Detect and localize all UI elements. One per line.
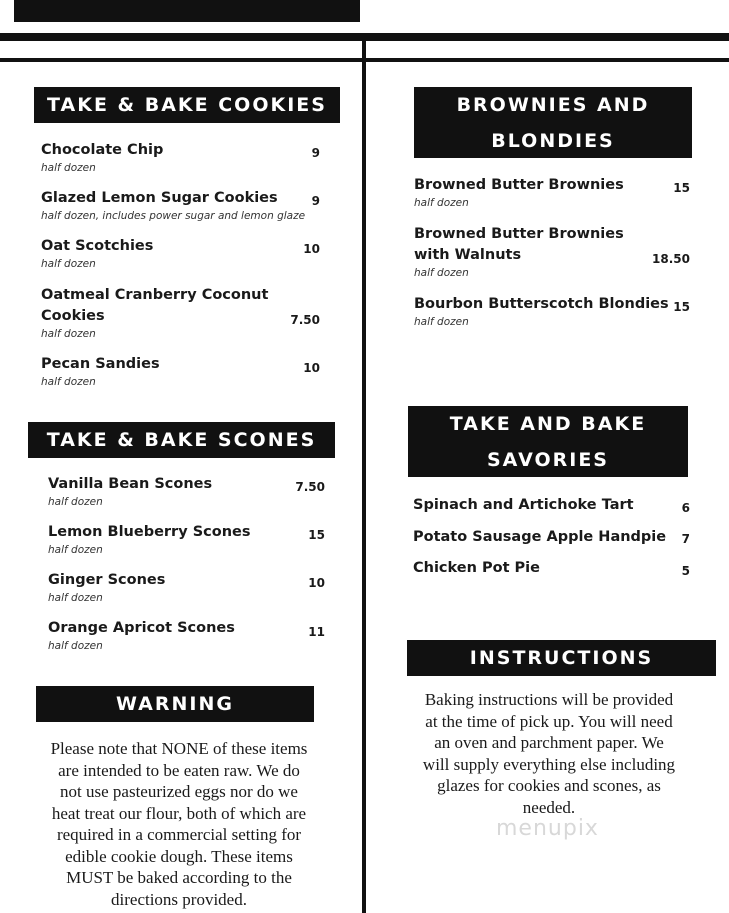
item-note: half dozen: [48, 640, 103, 652]
instructions-header-text: INSTRUCTIONS: [469, 646, 654, 669]
item-note: half dozen: [41, 258, 96, 270]
warning-text: [14, 738, 344, 910]
menu-item-spinach-artichoke-tart: [413, 495, 634, 516]
instructions-line: needed.: [522, 797, 576, 817]
menupix-watermark: menupix: [496, 816, 599, 841]
item-name: Potato Sausage Apple Handpie: [413, 529, 667, 545]
warning-line: are intended to be eaten raw. We do: [58, 760, 300, 780]
menu-item-oatmeal-cranberry-coconut-cookies: [41, 285, 268, 341]
item-name: Chocolate Chip: [41, 142, 164, 158]
item-price: 9: [311, 146, 320, 160]
item-note: half dozen: [41, 162, 96, 174]
menu-item-chocolate-chip: [41, 140, 163, 175]
item-price: 5: [681, 564, 690, 578]
savories-header: [408, 406, 688, 477]
warning-line: MUST be baked according to the: [66, 868, 292, 887]
item-name: Vanilla Bean Scones: [48, 476, 213, 492]
warning-line: directions provided.: [111, 889, 247, 909]
menu-item-pecan-sandies: [41, 354, 160, 389]
brownies-header-line2: BLONDIES: [491, 129, 615, 152]
menu-item-orange-apricot-scones: [48, 618, 235, 653]
item-note: half dozen: [48, 544, 103, 556]
item-name: Lemon Blueberry Scones: [48, 524, 251, 540]
cookies-header: [34, 87, 340, 123]
warning-line: Please note that NONE of these items: [50, 739, 308, 758]
warning-header: [36, 686, 314, 722]
item-price: 15: [673, 300, 690, 314]
item-price: 15: [673, 181, 690, 195]
warning-line: required in a commercial setting for: [56, 825, 302, 844]
warning-header-text: WARNING: [116, 692, 234, 715]
item-note: half dozen: [414, 316, 469, 328]
item-name: Oat Scotchies: [41, 238, 154, 254]
item-note: half dozen: [414, 267, 469, 279]
brownies-header: [414, 87, 692, 158]
item-price: 6: [681, 501, 690, 515]
item-name-line1: Browned Butter Brownies: [414, 226, 624, 242]
item-note: half dozen: [41, 376, 96, 388]
item-price: 10: [308, 576, 325, 590]
item-price: 15: [308, 528, 325, 542]
warning-line: edible cookie dough. These items: [65, 846, 293, 866]
column-divider: [362, 33, 366, 913]
instructions-line: Baking instructions will be provided: [424, 690, 674, 709]
item-note: half dozen: [41, 328, 96, 340]
menu-item-browned-butter-brownies-walnuts: [414, 224, 624, 280]
item-price: 7: [681, 532, 690, 546]
item-name: Chicken Pot Pie: [413, 560, 540, 576]
menu-item-glazed-lemon-sugar-cookies: [41, 188, 305, 223]
item-price: 7.50: [295, 480, 325, 494]
item-price: 10: [303, 242, 320, 256]
item-note: half dozen, includes power sugar and lemon glaze: [41, 210, 306, 222]
item-name-line1: Oatmeal Cranberry Coconut: [41, 287, 269, 303]
item-price: 7.50: [290, 313, 320, 327]
instructions-line: glazes for cookies and scones, as: [437, 776, 661, 795]
item-price: 18.50: [652, 252, 690, 266]
item-name: Spinach and Artichoke Tart: [413, 497, 634, 513]
instructions-line: will supply everything else including: [422, 754, 676, 774]
menu-item-ginger-scones: [48, 570, 165, 605]
item-name-line2: Cookies: [41, 308, 105, 324]
item-price: 10: [303, 361, 320, 375]
item-name-line2: with Walnuts: [414, 247, 522, 263]
item-note: half dozen: [48, 496, 103, 508]
menu-item-vanilla-bean-scones: [48, 474, 212, 509]
instructions-line: at the time of pick up. You will need: [425, 711, 673, 731]
menu-item-bourbon-butterscotch-blondies: [414, 294, 669, 329]
instructions-line: an oven and parchment paper. We: [434, 733, 664, 752]
savories-header-line1: TAKE AND BAKE: [449, 412, 647, 435]
cookies-header-text: TAKE & BAKE COOKIES: [47, 93, 327, 116]
top-banner-block: [14, 0, 360, 22]
menu-item-potato-sausage-apple-handpie: [413, 527, 666, 548]
menu-item-chicken-pot-pie: [413, 558, 540, 579]
item-name: Orange Apricot Scones: [48, 620, 235, 636]
menu-item-lemon-blueberry-scones: [48, 522, 251, 557]
item-name: Browned Butter Brownies: [414, 177, 624, 193]
warning-line: not use pasteurized eggs nor do we: [60, 782, 298, 801]
instructions-header: [407, 640, 716, 676]
item-name: Pecan Sandies: [41, 356, 160, 372]
item-name: Glazed Lemon Sugar Cookies: [41, 190, 278, 206]
menu-item-browned-butter-brownies: [414, 175, 624, 210]
item-price: 11: [308, 625, 325, 639]
brownies-header-line1: BROWNIES AND: [456, 93, 650, 116]
item-note: half dozen: [414, 197, 469, 209]
item-note: half dozen: [48, 592, 103, 604]
item-name: Ginger Scones: [48, 572, 166, 588]
instructions-text: [390, 689, 708, 818]
warning-line: heat treat our flour, both of which are: [51, 803, 307, 823]
scones-header-text: TAKE & BAKE SCONES: [46, 428, 317, 451]
scones-header: [28, 422, 335, 458]
savories-header-line2: SAVORIES: [487, 448, 609, 471]
menu-item-oat-scotchies: [41, 236, 153, 271]
item-name: Bourbon Butterscotch Blondies: [414, 296, 669, 312]
item-price: 9: [311, 194, 320, 208]
